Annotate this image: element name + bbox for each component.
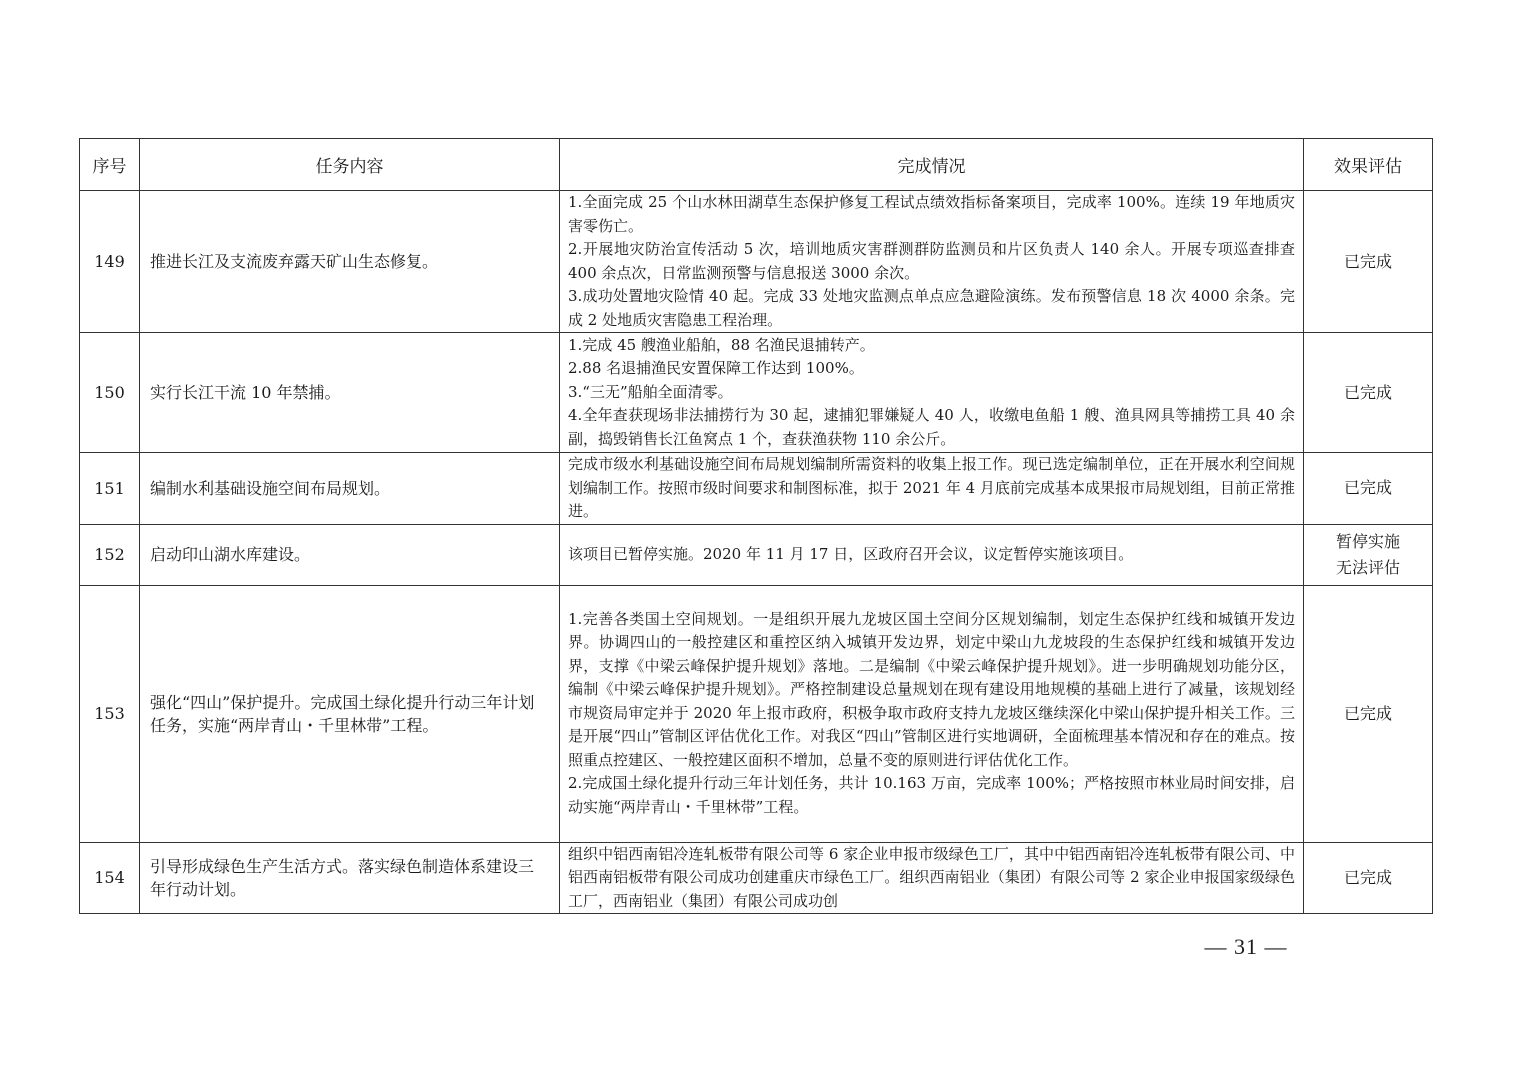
effect-evaluation <box>1304 842 1433 914</box>
row-number: 149 <box>80 191 140 333</box>
detail-paragraph: 2.完成国土绿化提升行动三年计划任务，共计 10.163 万亩，完成率 100%；严格按照市林业局时间安排，启动实施“两岸青山・千里林带”工程。 <box>568 774 1295 816</box>
task-content: 引导形成绿色生产生活方式。落实绿色制造体系建设三年行动计划。 <box>140 842 560 914</box>
table-row <box>80 333 1433 453</box>
row-number: 150 <box>80 333 140 453</box>
detail-paragraph: 1.完善各类国土空间规划。一是组织开展九龙坡区国土空间分区规划编制，划定生态保护红线和城镇开发边界。协调四山的一般控建区和重控区纳入城镇开发边界，划定中梁山九龙坡段的生态保护红线和城镇开发边界，支撑《中梁云峰保护提升规划》落地。二是编制《中梁云峰保护提升规划》。进一步明确规划功能分区，编制《中梁云峰保护提升规划》。严格控制建设总量规划在现有建设用地规模的基础上进行了减量，该规划经市规资局审定并于 2020 年上报市政府，积极争取市政府支持九龙坡区继续深化中梁山保护提升相关工作。三是开展“四山”管制区评估优化工作。对我区“四山”管制区进行实地调研，全面梳理基本情况和存在的难点。按照重点控建区、一般控建区面积不增加，总量不变的原则进行评估优化工作。 <box>568 609 1295 769</box>
table-row <box>80 191 1433 333</box>
effect-evaluation <box>1304 524 1433 585</box>
table-row <box>80 585 1433 842</box>
task-completion-table <box>79 138 1433 914</box>
detail-paragraph: 完成市级水利基础设施空间布局规划编制所需资料的收集上报工作。现已选定编制单位，正在开展水利空间规划编制工作。按照市级时间要求和制图标准，拟于 2021 年 4 月底前完成基本成果报市局规划组，目前正常推进。 <box>568 455 1295 520</box>
detail-paragraph: 组织中铝西南铝冷连轧板带有限公司等 6 家企业申报市级绿色工厂，其中中铝西南铝冷连轧板带有限公司、中铝西南铝板带有限公司成功创建重庆市绿色工厂。组织西南铝业（集团）有限公司等 2 家企业申报国家级绿色工厂，西南铝业（集团）有限公司成功创 <box>568 844 1295 910</box>
evaluation-text: 已完成 <box>1343 382 1392 402</box>
table-row <box>80 453 1433 525</box>
table-header-row <box>80 139 1433 191</box>
table-row <box>80 842 1433 914</box>
detail-paragraph: 2.开展地灾防治宣传活动 5 次，培训地质灾害群测群防监测员和片区负责人 140 余人。开展专项巡查排查 400 余点次，日常监测预警与信息报送 3000 余次。 <box>568 240 1295 282</box>
row-number: 154 <box>80 842 140 914</box>
evaluation-text: 暂停实施 <box>1335 531 1400 551</box>
row-number: 153 <box>80 585 140 842</box>
evaluation-text: 已完成 <box>1343 867 1392 887</box>
detail-paragraph: 2.88 名退捕渔民安置保障工作达到 100%。 <box>568 359 864 378</box>
detail-paragraph: 3.“三无”船舶全面清零。 <box>568 382 733 401</box>
detail-paragraph: 1.完成 45 艘渔业船舶，88 名渔民退捕转产。 <box>568 335 875 354</box>
effect-evaluation <box>1304 453 1433 525</box>
effect-evaluation <box>1304 585 1433 842</box>
header-num: 序号 <box>80 139 140 191</box>
row-number: 151 <box>80 453 140 525</box>
task-content: 强化“四山”保护提升。完成国土绿化提升行动三年计划任务，实施“两岸青山・千里林带”工程。 <box>140 585 560 842</box>
header-detail: 完成情况 <box>560 139 1304 191</box>
detail-paragraph: 3.成功处置地灾险情 40 起。完成 33 处地灾监测点单点应急避险演练。发布预警信息 18 次 4000 余条。完成 2 处地质灾害隐患工程治理。 <box>568 287 1295 329</box>
completion-detail <box>560 524 1304 585</box>
effect-evaluation <box>1304 191 1433 333</box>
evaluation-text: 已完成 <box>1343 251 1392 271</box>
task-content: 编制水利基础设施空间布局规划。 <box>140 453 560 525</box>
completion-detail <box>560 333 1304 453</box>
table-row <box>80 524 1433 585</box>
completion-detail <box>560 453 1304 525</box>
task-content: 启动印山湖水库建设。 <box>140 524 560 585</box>
task-content: 推进长江及支流废弃露天矿山生态修复。 <box>140 191 560 333</box>
evaluation-text: 已完成 <box>1343 703 1392 723</box>
row-number: 152 <box>80 524 140 585</box>
page-number: — 31 — <box>1204 934 1288 959</box>
evaluation-text: 无法评估 <box>1335 557 1400 577</box>
effect-evaluation <box>1304 333 1433 453</box>
detail-paragraph: 4.全年查获现场非法捕捞行为 30 起，逮捕犯罪嫌疑人 40 人，收缴电鱼船 1 艘、渔具网具等捕捞工具 40 余副，捣毁销售长江鱼窝点 1 个，查获渔获物 110 余公斤。 <box>568 406 1295 448</box>
completion-detail <box>560 191 1304 333</box>
evaluation-text: 已完成 <box>1343 478 1392 498</box>
completion-detail <box>560 842 1304 914</box>
detail-paragraph: 1.全面完成 25 个山水林田湖草生态保护修复工程试点绩效指标备案项目，完成率 100%。连续 19 年地质灾害零伤亡。 <box>568 193 1295 235</box>
task-content: 实行长江干流 10 年禁捕。 <box>140 333 560 453</box>
header-eval: 效果评估 <box>1304 139 1433 191</box>
detail-paragraph: 该项目已暂停实施。2020 年 11 月 17 日，区政府召开会议，议定暂停实施该项目。 <box>568 544 1134 563</box>
completion-detail <box>560 585 1304 842</box>
header-task: 任务内容 <box>140 139 560 191</box>
